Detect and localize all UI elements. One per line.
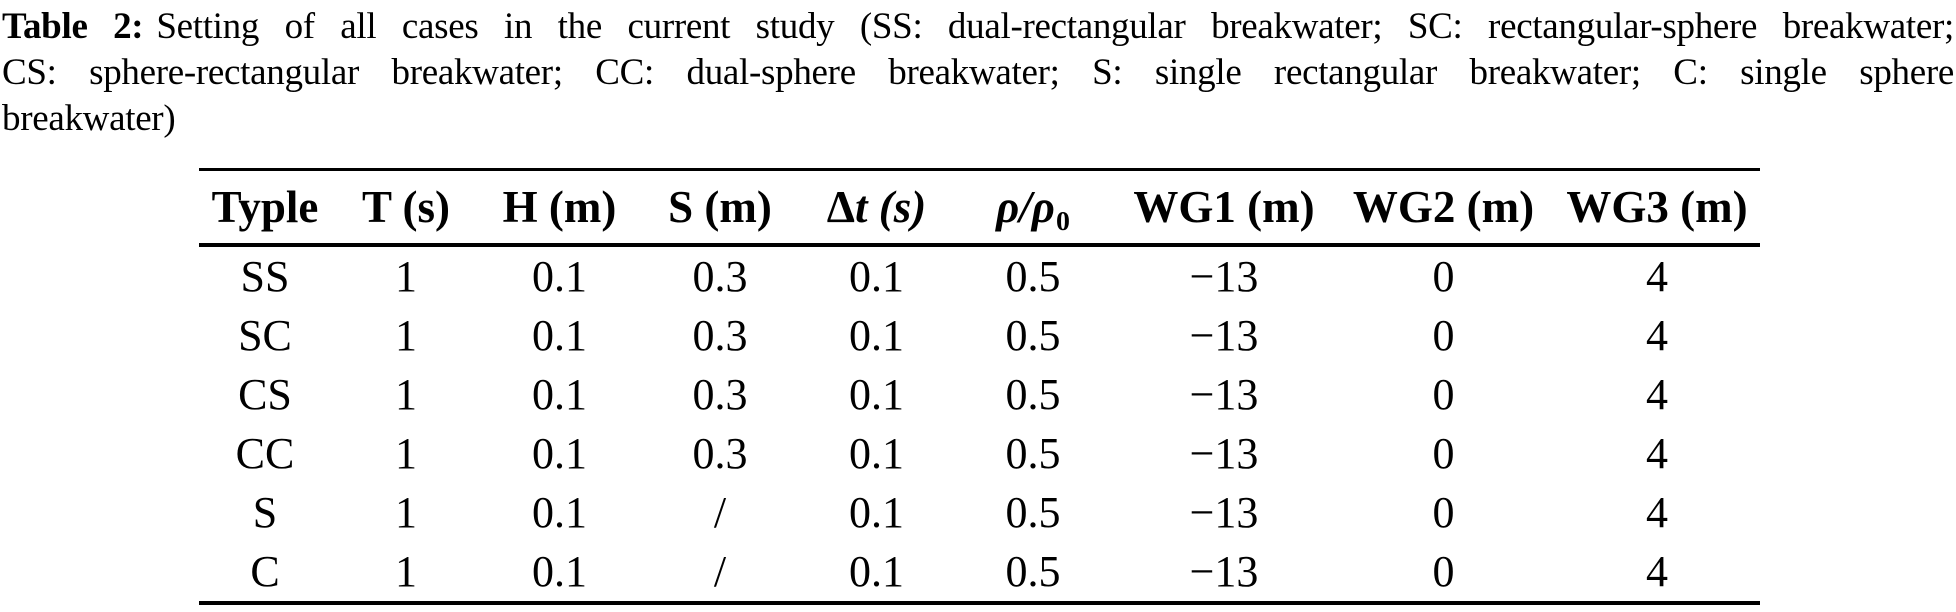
cell: 0.1 <box>532 488 587 537</box>
cases-table <box>199 168 1760 605</box>
table-caption <box>2 4 1954 142</box>
col-header-wg2: WG2 (m) <box>1333 170 1554 246</box>
cell: 0.1 <box>532 252 587 301</box>
cell: 0.5 <box>1005 311 1061 360</box>
col-header-period: T (s) <box>331 170 481 246</box>
cell: S <box>252 488 278 537</box>
cell: 0 <box>1432 429 1455 478</box>
cell: 0.5 <box>1005 252 1061 301</box>
cell: / <box>713 488 727 537</box>
cell: 1 <box>395 429 417 478</box>
cell: 0.5 <box>1005 370 1061 419</box>
cell: 1 <box>395 252 417 301</box>
cell: 0 <box>1432 547 1455 596</box>
table-row-s <box>199 483 1760 542</box>
cell: 0.3 <box>692 370 748 419</box>
caption-label: Table 2: <box>2 6 144 47</box>
cell: 0.3 <box>692 311 748 360</box>
cell: 4 <box>1646 370 1668 419</box>
timestep-variable: t (s) <box>854 182 927 232</box>
cell: 0.5 <box>1005 547 1061 596</box>
cell: 4 <box>1646 547 1668 596</box>
cell: 1 <box>395 311 417 360</box>
col-header-spacing: S (m) <box>638 170 802 246</box>
rho-subscript: 0 <box>1055 205 1070 237</box>
cell: 0.1 <box>849 429 904 478</box>
cell: 0 <box>1432 311 1455 360</box>
cell: 0.1 <box>532 311 587 360</box>
col-header-height: H (m) <box>481 170 638 246</box>
cell: 0.5 <box>1005 429 1061 478</box>
cell: 0.3 <box>692 429 748 478</box>
cell: −13 <box>1189 429 1259 478</box>
table-row-sc <box>199 306 1760 365</box>
cell: SS <box>240 252 290 301</box>
cell: 1 <box>395 547 417 596</box>
cell: / <box>713 547 727 596</box>
cell: CS <box>238 370 292 419</box>
cell: 0.1 <box>849 488 904 537</box>
cell: −13 <box>1189 252 1259 301</box>
cell: CC <box>235 429 295 478</box>
cell: 0.1 <box>849 370 904 419</box>
rho-ratio: ρ/ρ <box>996 182 1055 232</box>
header-row <box>199 170 1760 246</box>
table-row-cc <box>199 424 1760 483</box>
cell: 4 <box>1646 252 1668 301</box>
cell: −13 <box>1189 488 1259 537</box>
cell: 4 <box>1646 429 1668 478</box>
col-header-wg1: WG1 (m) <box>1115 170 1333 246</box>
caption-line-2: CS: sphere-rectangular breakwater; CC: dual-sphere breakwater; S: single rectangular breakwater; C: single sphere <box>2 52 1954 93</box>
cell: −13 <box>1189 370 1259 419</box>
table-row-cs <box>199 365 1760 424</box>
table-row-c <box>199 542 1760 603</box>
delta-symbol: Δ <box>826 182 855 232</box>
col-header-typle: Typle <box>199 170 331 246</box>
caption-text-1: Setting of all cases in the current study (SS: dual-rectangular breakwater; SC: rectangular-sphere breakwater; <box>156 6 1955 47</box>
col-header-timestep <box>802 170 951 246</box>
cell: SC <box>238 311 292 360</box>
caption-line-1 <box>2 4 1954 50</box>
caption-line-3: breakwater) <box>2 98 176 139</box>
table-row-ss <box>199 245 1760 306</box>
cell: −13 <box>1189 547 1259 596</box>
col-header-wg3: WG3 (m) <box>1554 170 1760 246</box>
cell: 0.1 <box>532 370 587 419</box>
cell: 4 <box>1646 311 1668 360</box>
cell: 0.1 <box>849 547 904 596</box>
col-header-density-ratio <box>951 170 1115 246</box>
cell: −13 <box>1189 311 1259 360</box>
cell: C <box>250 547 280 596</box>
cell: 0.1 <box>849 311 904 360</box>
cell: 0 <box>1432 370 1455 419</box>
cell: 0 <box>1432 488 1455 537</box>
cell: 0.5 <box>1005 488 1061 537</box>
cell: 0.1 <box>532 547 587 596</box>
cell: 1 <box>395 488 417 537</box>
cell: 0.3 <box>692 252 748 301</box>
cell: 1 <box>395 370 417 419</box>
cell: 0 <box>1432 252 1455 301</box>
cell: 0.1 <box>849 252 904 301</box>
cell: 4 <box>1646 488 1668 537</box>
cell: 0.1 <box>532 429 587 478</box>
